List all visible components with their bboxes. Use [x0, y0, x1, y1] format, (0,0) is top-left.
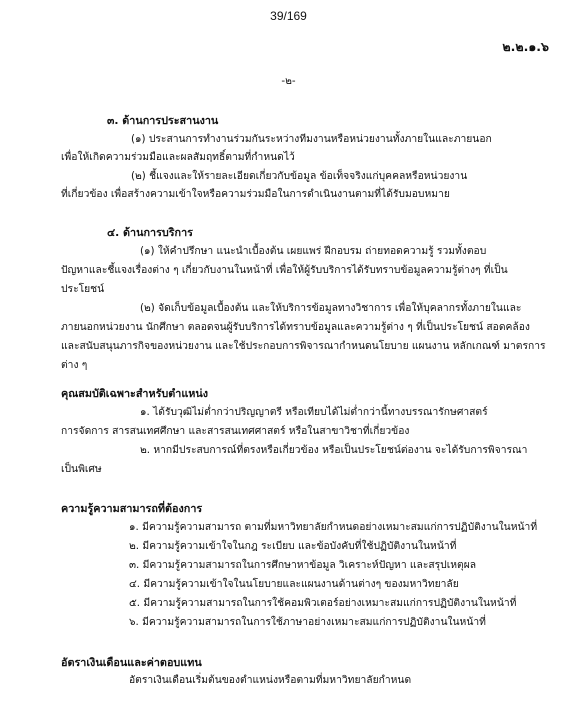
qualification-item-1-line-1: ๑. ได้รับวุฒิไม่ต่ำกว่าปริญญาตรี หรือเทียบได้ไม่ต่ำกว่านี้ทางบรรณารักษศาสตร์: [140, 406, 488, 418]
qualification-item-2-line-2: เป็นพิเศษ: [61, 463, 102, 475]
coordination-item-2-line-1: (๒) ชี้แจงและให้รายละเอียดเกี่ยวกับข้อมูล ข้อเท็จจริงแก่บุคคลหรือหน่วยงาน: [131, 170, 468, 182]
service-item-2-line-4: ต่าง ๆ: [61, 359, 88, 371]
competency-item-4: ๔. มีความรู้ความเข้าใจในนโยบายและแผนงานด้านต่างๆ ของมหาวิทยาลัย: [129, 578, 459, 590]
service-item-2-line-2: ภายนอกหน่วยงาน นักศึกษา ตลอดจนผู้รับบริการได้ทราบข้อมูลและความรู้ต่าง ๆ ที่เป็นประโยชน์ สอดคล้อง: [61, 321, 530, 333]
salary-line-1: อัตราเงินเดือนเริ่มต้นของตำแหน่งหรือตามที่มหาวิทยาลัยกำหนด: [129, 674, 412, 686]
qualification-item-1-line-2: การจัดการ สารสนเทศศึกษา และสารสนเทศศาสตร์ หรือในสาขาวิชาที่เกี่ยวข้อง: [61, 425, 410, 437]
competency-item-3: ๓. มีความรู้ความสามารถในการศึกษาหาข้อมูล วิเคราะห์ปัญหา และสรุปเหตุผล: [129, 559, 477, 571]
coordination-item-1-line-1: (๑) ประสานการทำงานร่วมกันระหว่างทีมงานหรือหน่วยงานทั้งภายในและภายนอก: [131, 133, 492, 145]
section-heading-salary: อัตราเงินเดือนและค่าตอบแทน: [61, 656, 202, 669]
service-item-2-line-1: (๒) จัดเก็บข้อมูลเบื้องต้น และให้บริการข้อมูลทางวิชาการ เพื่อให้บุคลากรทั้งภายในและ: [140, 302, 522, 314]
competency-item-5: ๕. มีความรู้ความสามารถในการใช้คอมพิวเตอร์อย่างเหมาะสมแก่การปฏิบัติงานในหน้าที่: [129, 597, 517, 609]
coordination-item-1-line-2: เพื่อให้เกิดความร่วมมือและผลสัมฤทธิ์ตามที่กำหนดไว้: [61, 151, 295, 163]
coordination-item-2-line-2: ที่เกี่ยวข้อง เพื่อสร้างความเข้าใจหรือความร่วมมือในการดำเนินงานตามที่ได้รับมอบหมาย: [61, 188, 450, 200]
document-code: ๒.๒.๑.๖: [502, 39, 549, 54]
competency-item-6: ๖. มีความรู้ความสามารถในการใช้ภาษาอย่างเหมาะสมแก่การปฏิบัติงานในหน้าที่: [129, 616, 486, 628]
service-item-1-line-1: (๑) ให้คำปรึกษา แนะนำเบื้องต้น เผยแพร่ ฝึกอบรม ถ่ายทอดความรู้ รวมทั้งตอบ: [140, 245, 487, 257]
section-heading-coordination: ๓. ด้านการประสานงาน: [107, 114, 219, 127]
section-heading-competencies: ความรู้ความสามารถที่ต้องการ: [61, 502, 203, 515]
service-item-1-line-2: ปัญหาและชี้แจงเรื่องต่าง ๆ เกี่ยวกับงานในหน้าที่ เพื่อให้ผู้รับบริการได้รับทราบข้อมูลความรู้ต่างๆ ที่เป็น: [61, 264, 508, 276]
qualification-item-2-line-1: ๒. หากมีประสบการณ์ที่ตรงหรือเกี่ยวข้อง หรือเป็นประโยชน์ต่องาน จะได้รับการพิจารณา: [140, 444, 528, 456]
service-item-1-line-3: ประโยชน์: [61, 283, 105, 295]
section-heading-qualifications: คุณสมบัติเฉพาะสำหรับตำแหน่ง: [61, 387, 209, 400]
competency-item-1: ๑. มีความรู้ความสามารถ ตามที่มหาวิทยาลัยกำหนดอย่างเหมาะสมแก่การปฏิบัติงานในหน้าที่: [129, 521, 538, 533]
page-counter: 39/169: [270, 9, 307, 23]
section-heading-service: ๔. ด้านการบริการ: [107, 226, 193, 239]
page-mark: -๒-: [281, 75, 296, 87]
competency-item-2: ๒. มีความรู้ความเข้าใจในกฎ ระเบียบ และข้อบังคับที่ใช้ปฏิบัติงานในหน้าที่: [129, 540, 457, 552]
service-item-2-line-3: และสนับสนุนภารกิจของหน่วยงาน และใช้ประกอบการพิจารณากำหนดนโยบาย แผนงาน หลักเกณฑ์ มาตรการ: [61, 340, 546, 352]
